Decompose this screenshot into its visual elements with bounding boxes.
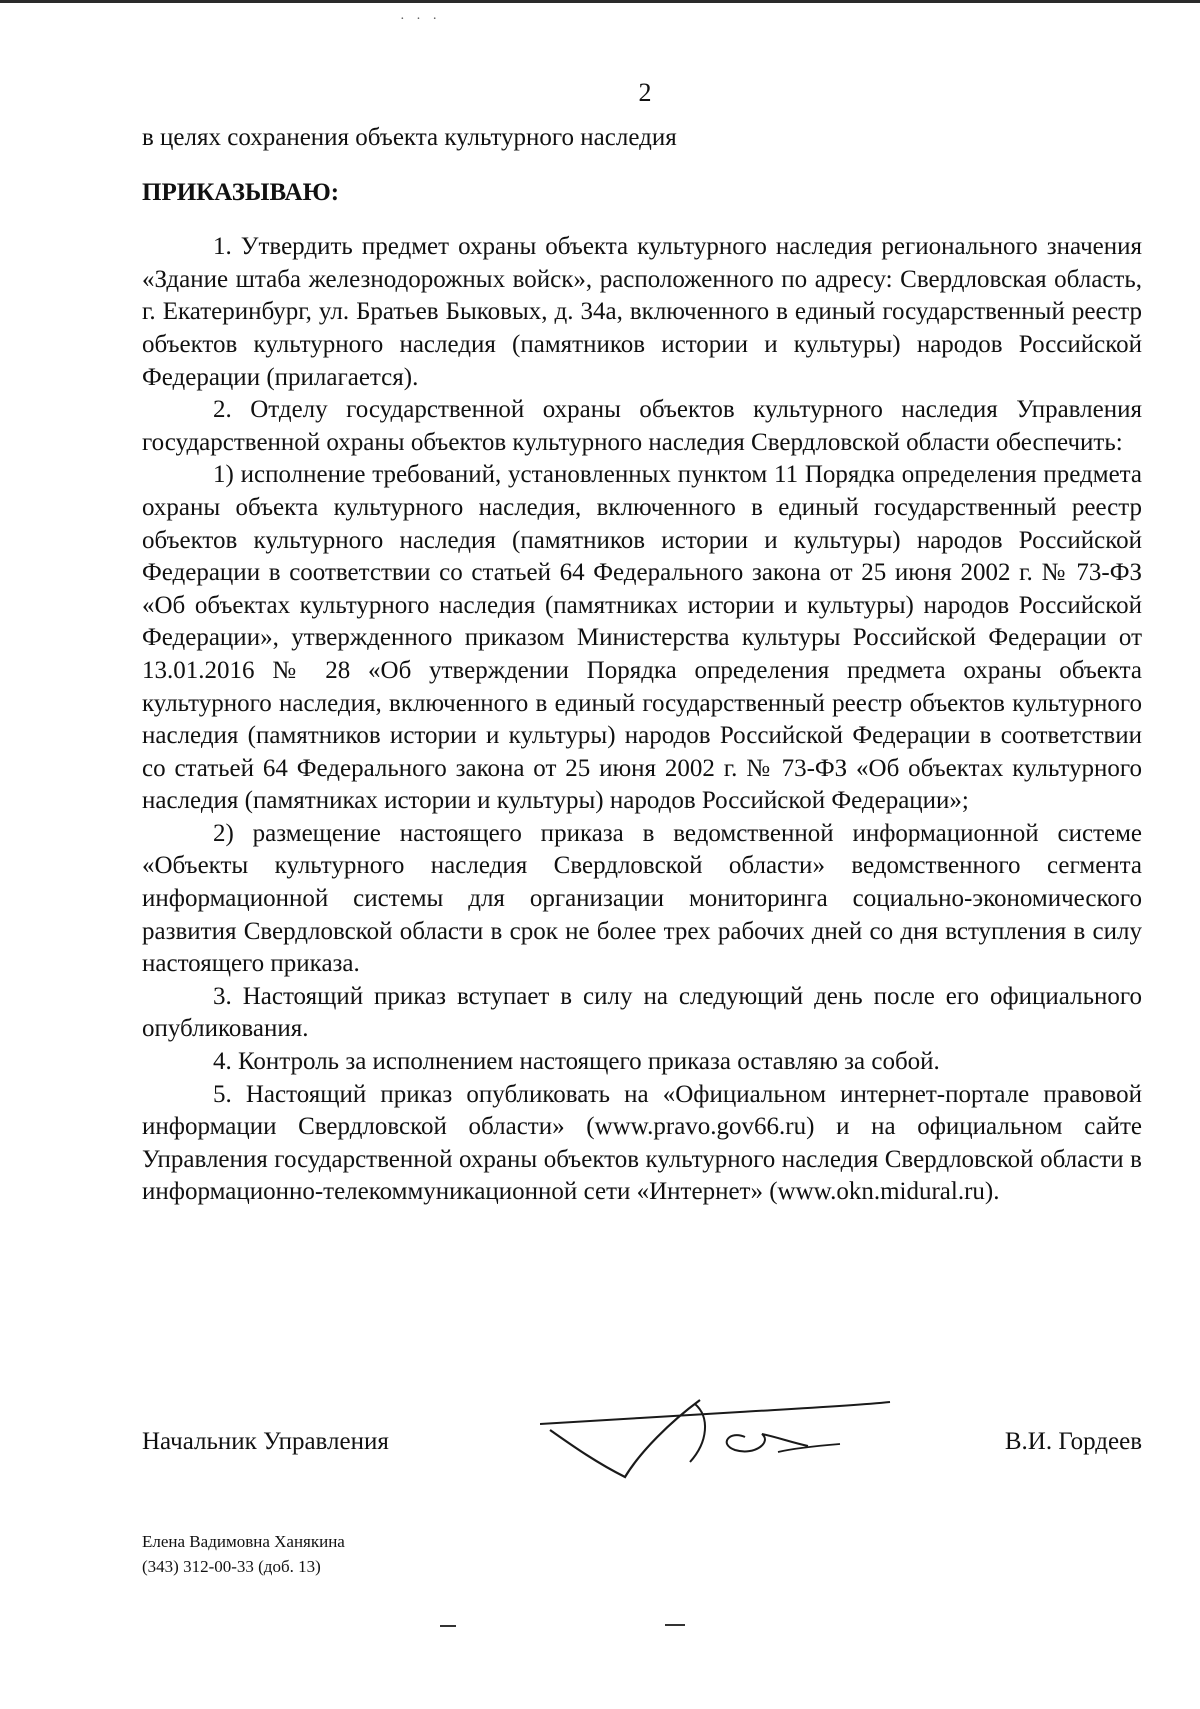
scan-mark xyxy=(440,1625,456,1627)
paragraph-2: 2. Отделу государственной охраны объектов культурного наследия Управления государственной охраны объектов культурного наследия Свердловской области обеспечить: xyxy=(142,396,1142,456)
executor-phone: (343) 312-00-33 (доб. 13) xyxy=(142,1557,321,1576)
order-heading: ПРИКАЗЫВАЮ: xyxy=(142,178,340,206)
signature-block xyxy=(142,1428,1142,1464)
executor-info xyxy=(142,1529,345,1579)
intro-line: в целях сохранения объекта культурного наследия xyxy=(142,124,677,151)
executor-name: Елена Вадимовна Ханякина xyxy=(142,1532,345,1551)
signatory-position: Начальник Управления xyxy=(142,1428,389,1455)
scan-specks: · · · xyxy=(400,12,441,27)
paragraph-5: 5. Настоящий приказ опубликовать на «Официальном интернет-портале правовой информации Свердловской области» (www.pravo.gov66.ru) и на официальном сайте Управления государственной охраны объектов культурного наследия Свердловской области в информационно-телекоммуникационной сети «Интернет» (www.okn.midural.ru). xyxy=(142,1080,1142,1206)
signatory-name: В.И. Гордеев xyxy=(1004,1428,1142,1455)
page-number: 2 xyxy=(638,78,652,107)
scan-mark xyxy=(665,1624,685,1626)
paragraph-4: 4. Контроль за исполнением настоящего приказа оставляю за собой. xyxy=(213,1048,940,1076)
document-body xyxy=(142,122,1142,1209)
paragraph-3: 3. Настоящий приказ вступает в силу на следующий день после его официального опубликования. xyxy=(142,982,1142,1043)
scan-top-edge xyxy=(0,0,1200,3)
paragraph-2-2: 2) размещение настоящего приказа в ведомственной информационной системе «Объекты культурного наследия Свердловской области» ведомственного сегмента информационной системы для организации мониторинга социально-экономического развития Свердловской области в срок не более трех рабочих дней со дня вступления в силу настоящего приказа. xyxy=(142,819,1142,978)
paragraph-1: 1. Утвердить предмет охраны объекта культурного наследия регионального значения «Здание штаба железнодорожных войск», расположенного по адресу: Свердловская область, г. Екатеринбург, ул. Братьев Быковых, д. 34а, включенного в единый государственный реестр объектов культурного наследия (памятников истории и культуры) народов Российской Федерации (прилагается). xyxy=(142,233,1142,391)
paragraph-2-1: 1) исполнение требований, установленных пунктом 11 Порядка определения предмета охраны объекта культурного наследия, включенного в единый государственный реестр объектов культурного наследия (памятников истории и культуры) народов Российской Федерации в соответствии со статьей 64 Федерального закона от 25 июня 2002 г. № 73-ФЗ «Об объектах культурного наследия (памятниках истории и культуры) народов Российской Федерации», утвержденного приказом Министерства культуры Российской Федерации от 13.01.2016 № 28 «Об утверждении Порядка определения предмета охраны объекта культурного наследия, включенного в единый государственный реестр объектов культурного наследия (памятников истории и культуры) народов Российской Федерации в соответствии со статьей 64 Федерального закона от 25 июня 2002 г. № 73-ФЗ «Об объектах культурного наследия (памятниках истории и культуры) народов Российской Федерации»; xyxy=(142,461,1142,815)
